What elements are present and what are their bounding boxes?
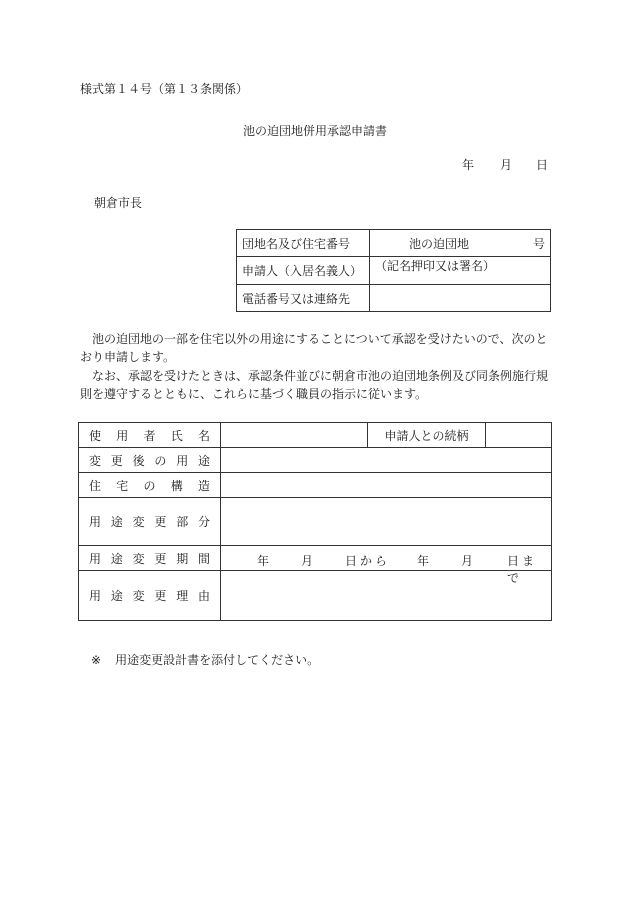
date-month: 月 [500, 158, 513, 172]
period-end-day: 日まで [507, 554, 538, 585]
period-start-day: 日から [345, 554, 391, 568]
period-end-year: 年 [417, 554, 430, 568]
date-day: 日 [536, 158, 549, 172]
change-part-field[interactable] [221, 498, 552, 546]
structure-label: 住 宅 の 構 造 [79, 473, 221, 498]
period-start-year: 年 [257, 554, 270, 568]
request-paragraph: 池の迫団地の一部を住宅以外の用途にすることについて承認を受けたいので、次のとおり申請します。 [80, 332, 548, 364]
relation-label: 申請人との続柄 [368, 423, 486, 448]
estate-name: 池の迫団地 [409, 237, 470, 251]
estate-suffix: 号 [532, 237, 545, 251]
structure-field[interactable] [221, 473, 552, 498]
reason-field[interactable] [221, 571, 552, 621]
period-end-month: 月 [461, 554, 474, 568]
attachment-note [91, 651, 319, 668]
applicant-field[interactable] [370, 257, 551, 285]
sign-note: （記名押印又は署名） [375, 259, 496, 273]
phone-field[interactable] [370, 285, 551, 312]
addressee: 朝倉市長 [94, 196, 143, 210]
form-number: 様式第１４号（第１３条関係） [80, 82, 249, 96]
applicant-label: 申請人（入居名義人） [237, 257, 370, 285]
estate-field[interactable] [370, 230, 551, 257]
estate-label: 団地名及び住宅番号 [237, 230, 370, 257]
period-field[interactable] [221, 546, 552, 585]
note-mark: ※ [91, 653, 102, 667]
user-name-field[interactable] [221, 423, 368, 448]
compliance-paragraph: なお、承認を受けたときは、承認条件並びに朝倉市池の迫団地条例及び同条例施行規則を遵守するとともに、これらに基づく職員の指示に従います。 [80, 369, 549, 401]
applicant-table [236, 229, 551, 312]
reason-label: 用 途 変 更 理 由 [79, 571, 221, 621]
note-text: 用途変更設計書を添付してください。 [115, 653, 320, 667]
relation-field[interactable] [486, 423, 552, 448]
period-label: 用 途 変 更 期 間 [79, 546, 221, 571]
user-name-label: 使 用 者 氏 名 [79, 423, 221, 448]
date-year: 年 [462, 158, 475, 172]
new-use-label: 変 更 後 の 用 途 [79, 448, 221, 473]
document-title: 池の迫団地併用承認申請書 [242, 124, 387, 138]
phone-label: 電話番号又は連絡先 [237, 285, 370, 312]
new-use-field[interactable] [221, 448, 552, 473]
change-part-label: 用 途 変 更 部 分 [79, 498, 221, 546]
period-start-month: 月 [301, 554, 314, 568]
detail-table [78, 422, 552, 621]
